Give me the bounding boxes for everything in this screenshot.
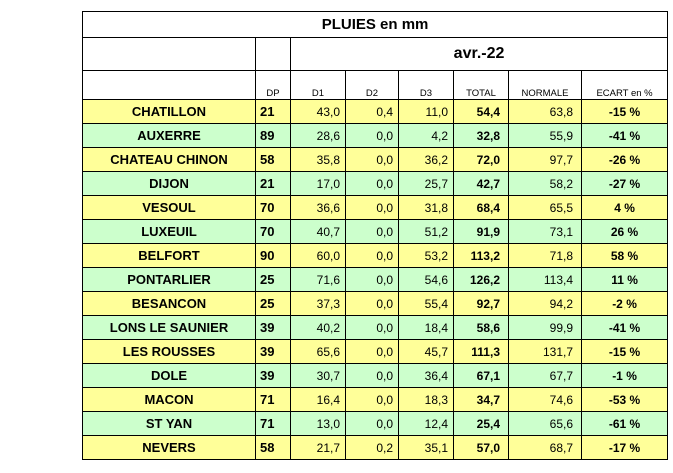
station-cell: DOLE <box>83 364 256 388</box>
d1-cell: 65,6 <box>291 340 346 364</box>
header-d2: D2 <box>346 71 399 100</box>
d2-cell: 0,0 <box>346 412 399 436</box>
d1-cell: 40,2 <box>291 316 346 340</box>
total-cell: 34,7 <box>454 388 509 412</box>
table-row <box>83 292 668 316</box>
d3-cell: 31,8 <box>399 196 454 220</box>
d2-cell: 0,0 <box>346 292 399 316</box>
d3-cell: 36,4 <box>399 364 454 388</box>
ecart-cell: 11 % <box>582 268 668 292</box>
d3-cell: 35,1 <box>399 436 454 460</box>
d1-cell: 13,0 <box>291 412 346 436</box>
total-cell: 68,4 <box>454 196 509 220</box>
dp-cell: 90 <box>256 244 291 268</box>
station-cell: BESANCON <box>83 292 256 316</box>
total-cell: 42,7 <box>454 172 509 196</box>
d2-cell: 0,0 <box>346 364 399 388</box>
table-row <box>83 124 668 148</box>
total-cell: 57,0 <box>454 436 509 460</box>
dp-cell: 70 <box>256 220 291 244</box>
d1-cell: 21,7 <box>291 436 346 460</box>
d1-cell: 16,4 <box>291 388 346 412</box>
dp-cell: 25 <box>256 268 291 292</box>
dp-cell: 71 <box>256 388 291 412</box>
d3-cell: 51,2 <box>399 220 454 244</box>
header-d3: D3 <box>399 71 454 100</box>
d2-cell: 0,0 <box>346 388 399 412</box>
ecart-cell: -15 % <box>582 340 668 364</box>
title-row <box>83 12 668 38</box>
table-row <box>83 244 668 268</box>
dp-cell: 71 <box>256 412 291 436</box>
ecart-cell: -41 % <box>582 124 668 148</box>
station-cell: CHATEAU CHINON <box>83 148 256 172</box>
total-cell: 58,6 <box>454 316 509 340</box>
ecart-cell: -26 % <box>582 148 668 172</box>
normale-cell: 74,6 <box>509 388 582 412</box>
d1-cell: 71,6 <box>291 268 346 292</box>
table-row <box>83 268 668 292</box>
dp-cell: 25 <box>256 292 291 316</box>
column-header-row <box>83 71 668 100</box>
header-total: TOTAL <box>454 71 509 100</box>
d2-cell: 0,0 <box>346 220 399 244</box>
normale-cell: 65,5 <box>509 196 582 220</box>
station-cell: DIJON <box>83 172 256 196</box>
ecart-cell: -17 % <box>582 436 668 460</box>
d3-cell: 55,4 <box>399 292 454 316</box>
station-cell: BELFORT <box>83 244 256 268</box>
total-cell: 32,8 <box>454 124 509 148</box>
total-cell: 25,4 <box>454 412 509 436</box>
d3-cell: 45,7 <box>399 340 454 364</box>
d3-cell: 25,7 <box>399 172 454 196</box>
station-cell: ST YAN <box>83 412 256 436</box>
ecart-cell: 26 % <box>582 220 668 244</box>
station-cell: PONTARLIER <box>83 268 256 292</box>
total-cell: 54,4 <box>454 100 509 124</box>
header-ecart: ECART en % <box>582 71 668 100</box>
total-cell: 126,2 <box>454 268 509 292</box>
ecart-cell: -41 % <box>582 316 668 340</box>
dp-cell: 58 <box>256 148 291 172</box>
total-cell: 111,3 <box>454 340 509 364</box>
header-normale: NORMALE <box>509 71 582 100</box>
d1-cell: 30,7 <box>291 364 346 388</box>
dp-cell: 39 <box>256 364 291 388</box>
d1-cell: 17,0 <box>291 172 346 196</box>
station-cell: NEVERS <box>83 436 256 460</box>
ecart-cell: -27 % <box>582 172 668 196</box>
d1-cell: 43,0 <box>291 100 346 124</box>
total-cell: 72,0 <box>454 148 509 172</box>
total-cell: 91,9 <box>454 220 509 244</box>
d3-cell: 12,4 <box>399 412 454 436</box>
station-cell: LUXEUIL <box>83 220 256 244</box>
dp-cell: 70 <box>256 196 291 220</box>
d1-cell: 60,0 <box>291 244 346 268</box>
ecart-cell: -53 % <box>582 388 668 412</box>
table-row <box>83 388 668 412</box>
ecart-cell: -1 % <box>582 364 668 388</box>
d3-cell: 53,2 <box>399 244 454 268</box>
table-row <box>83 412 668 436</box>
table-title: PLUIES en mm <box>83 12 668 38</box>
d2-cell: 0,0 <box>346 316 399 340</box>
normale-cell: 73,1 <box>509 220 582 244</box>
d3-cell: 11,0 <box>399 100 454 124</box>
blank-header-cell <box>83 71 256 100</box>
rainfall-table <box>82 11 668 460</box>
table-row <box>83 316 668 340</box>
total-cell: 92,7 <box>454 292 509 316</box>
header-d1: D1 <box>291 71 346 100</box>
normale-cell: 67,7 <box>509 364 582 388</box>
normale-cell: 65,6 <box>509 412 582 436</box>
ecart-cell: -15 % <box>582 100 668 124</box>
table-row <box>83 340 668 364</box>
station-cell: MACON <box>83 388 256 412</box>
normale-cell: 99,9 <box>509 316 582 340</box>
d3-cell: 36,2 <box>399 148 454 172</box>
station-cell: LES ROUSSES <box>83 340 256 364</box>
d2-cell: 0,0 <box>346 268 399 292</box>
dp-cell: 21 <box>256 172 291 196</box>
normale-cell: 55,9 <box>509 124 582 148</box>
table-row <box>83 100 668 124</box>
station-cell: LONS LE SAUNIER <box>83 316 256 340</box>
d1-cell: 28,6 <box>291 124 346 148</box>
d2-cell: 0,0 <box>346 148 399 172</box>
d2-cell: 0,0 <box>346 124 399 148</box>
dp-cell: 21 <box>256 100 291 124</box>
d1-cell: 36,6 <box>291 196 346 220</box>
header-dp: DP <box>256 71 291 100</box>
normale-cell: 113,4 <box>509 268 582 292</box>
normale-cell: 68,7 <box>509 436 582 460</box>
d2-cell: 0,0 <box>346 244 399 268</box>
d1-cell: 40,7 <box>291 220 346 244</box>
normale-cell: 131,7 <box>509 340 582 364</box>
dp-cell: 58 <box>256 436 291 460</box>
d3-cell: 18,4 <box>399 316 454 340</box>
d3-cell: 54,6 <box>399 268 454 292</box>
d3-cell: 4,2 <box>399 124 454 148</box>
month-label: avr.-22 <box>291 38 668 71</box>
station-cell: AUXERRE <box>83 124 256 148</box>
normale-cell: 58,2 <box>509 172 582 196</box>
total-cell: 67,1 <box>454 364 509 388</box>
d2-cell: 0,0 <box>346 172 399 196</box>
month-row <box>83 38 668 71</box>
ecart-cell: -61 % <box>582 412 668 436</box>
table-row <box>83 148 668 172</box>
dp-cell: 39 <box>256 340 291 364</box>
table-row <box>83 172 668 196</box>
d2-cell: 0,2 <box>346 436 399 460</box>
table-row <box>83 436 668 460</box>
table-row <box>83 196 668 220</box>
blank-cell <box>83 38 256 71</box>
d3-cell: 18,3 <box>399 388 454 412</box>
d2-cell: 0,0 <box>346 196 399 220</box>
normale-cell: 71,8 <box>509 244 582 268</box>
ecart-cell: 58 % <box>582 244 668 268</box>
d2-cell: 0,4 <box>346 100 399 124</box>
ecart-cell: 4 % <box>582 196 668 220</box>
d1-cell: 35,8 <box>291 148 346 172</box>
normale-cell: 97,7 <box>509 148 582 172</box>
station-cell: VESOUL <box>83 196 256 220</box>
d1-cell: 37,3 <box>291 292 346 316</box>
total-cell: 113,2 <box>454 244 509 268</box>
dp-cell: 89 <box>256 124 291 148</box>
table-row <box>83 364 668 388</box>
d2-cell: 0,0 <box>346 340 399 364</box>
table-row <box>83 220 668 244</box>
ecart-cell: -2 % <box>582 292 668 316</box>
dp-cell: 39 <box>256 316 291 340</box>
station-cell: CHATILLON <box>83 100 256 124</box>
blank-cell <box>256 38 291 71</box>
normale-cell: 94,2 <box>509 292 582 316</box>
normale-cell: 63,8 <box>509 100 582 124</box>
